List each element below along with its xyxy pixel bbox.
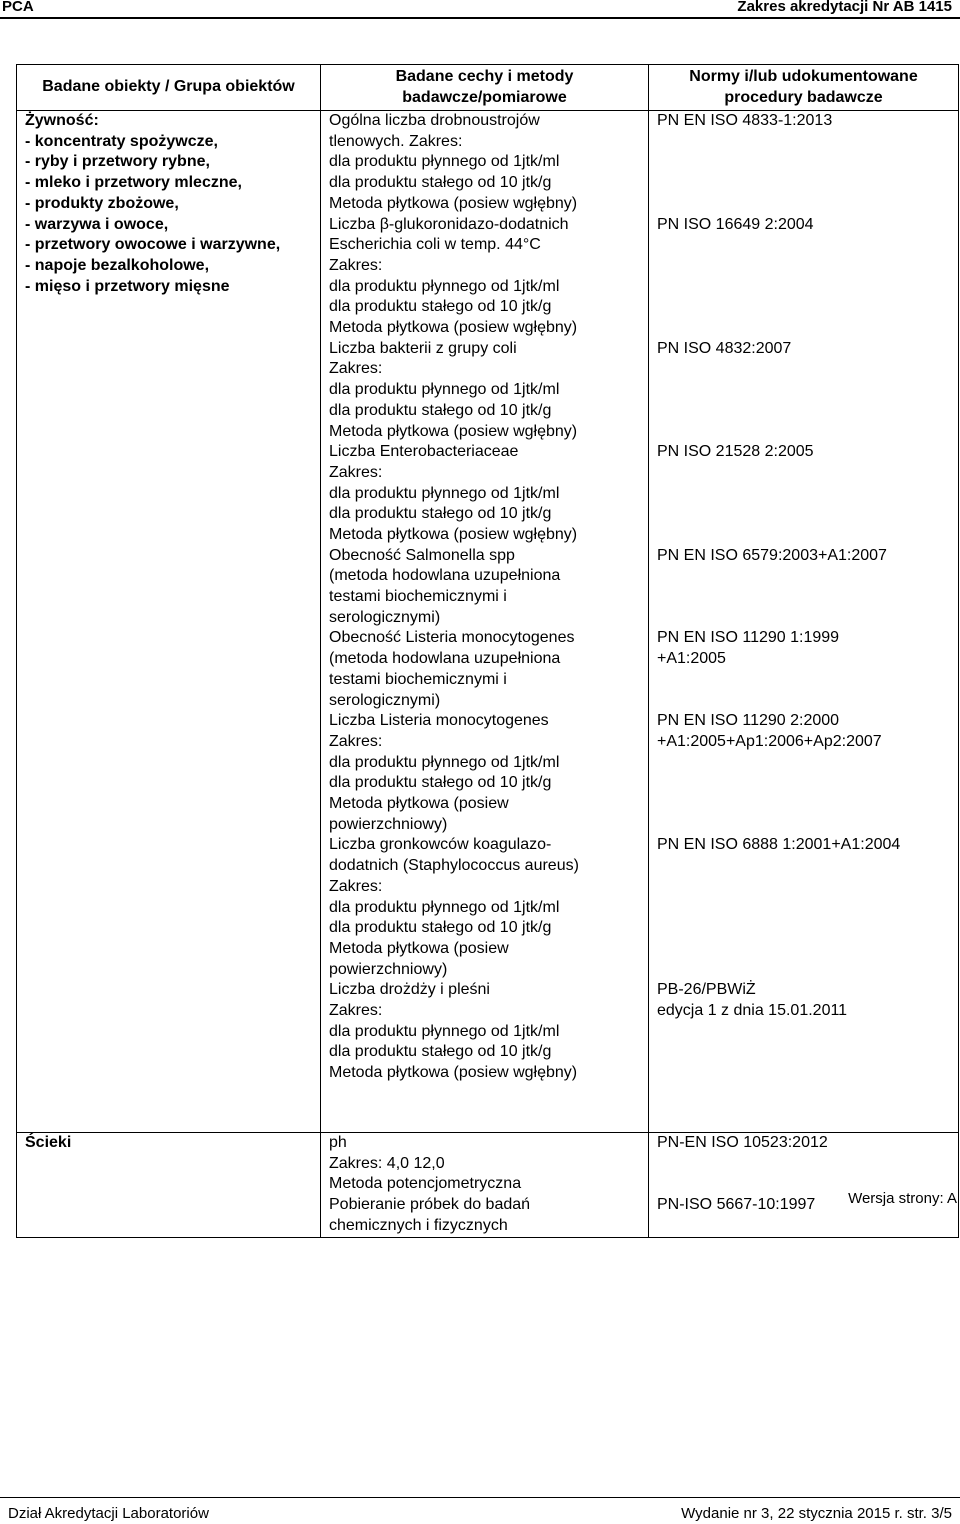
header-left: PCA: [2, 0, 34, 15]
method-line: Metoda płytkowa (posiew wgłębny): [329, 194, 578, 212]
footer-left: Dział Akredytacji Laboratoriów: [8, 1505, 209, 1522]
accreditation-table: [16, 64, 959, 1238]
method-line: Obecność Listeria monocytogenes: [329, 629, 575, 647]
norm-entry: [657, 442, 958, 546]
method-line: Liczba drożdży i pleśni: [329, 981, 490, 999]
column-header-objects: Badane obiekty / Grupa obiektów: [17, 65, 321, 111]
object-line: - przetwory owocowe i warzywne,: [25, 236, 281, 254]
method-line: Metoda płytkowa (posiew wgłębny): [329, 1064, 578, 1082]
method-line: Escherichia coli w temp. 44°C: [329, 236, 541, 254]
method-line: ph: [329, 1134, 347, 1151]
norm-list: [649, 111, 958, 1084]
method-line: Zakres:: [329, 877, 383, 895]
page-version: Wersja strony: A: [848, 1190, 957, 1207]
method-line: dla produktu płynnego od 1jtk/ml: [329, 277, 560, 295]
norm-entry: [657, 1133, 958, 1195]
method-line: dla produktu stałego od 10 jtk/g: [329, 401, 552, 419]
method-line: Zakres:: [329, 1002, 383, 1020]
norm-entry: [657, 835, 958, 980]
cell-methods-wastewater: [321, 1133, 649, 1238]
norm-line: PN ISO 16649 2:2004: [657, 215, 814, 233]
method-entry: [329, 628, 648, 711]
method-line: Liczba Listeria monocytogenes: [329, 712, 549, 730]
cell-norms-wastewater: [649, 1133, 959, 1238]
object-line: - warzywa i owoce,: [25, 215, 169, 233]
method-entry: [329, 1133, 648, 1195]
norm-line: +A1:2005+Ap1:2006+Ap2:2007: [657, 732, 882, 750]
method-line: serologicznymi): [329, 608, 441, 626]
footer-divider: [0, 1497, 960, 1498]
norm-line: PN EN ISO 4833-1:2013: [657, 112, 833, 129]
method-line: tlenowych. Zakres:: [329, 132, 463, 150]
norm-line: PN EN ISO 6888 1:2001+A1:2004: [657, 836, 901, 854]
object-list: [17, 1133, 320, 1154]
norm-line: PN-EN ISO 10523:2012: [657, 1134, 828, 1151]
norm-entry: [657, 111, 958, 215]
method-line: Liczba bakterii z grupy coli: [329, 339, 517, 357]
method-line: dla produktu stałego od 10 jtk/g: [329, 505, 552, 523]
method-line: Liczba gronkowców koagulazo-: [329, 836, 552, 854]
method-line: Metoda płytkowa (posiew wgłębny): [329, 526, 578, 543]
object-line: - koncentraty spożywcze,: [25, 132, 218, 150]
method-line: testami biochemicznymi i: [329, 588, 507, 606]
method-line: dla produktu stałego od 10 jtk/g: [329, 298, 552, 316]
method-line: dla produktu płynnego od 1jtk/ml: [329, 753, 560, 771]
norm-entry: [657, 339, 958, 443]
method-line: (metoda hodowlana uzupełniona: [329, 650, 561, 668]
object-list: [17, 111, 320, 297]
method-line: Metoda płytkowa (posiew: [329, 795, 509, 813]
column-header-norms: Normy i/lub udokumentowane procedury badawcze: [649, 65, 959, 111]
norm-line: +A1:2005: [657, 650, 726, 668]
norm-line: PN EN ISO 11290 2:2000: [657, 712, 840, 730]
object-line: Żywność:: [25, 112, 99, 129]
norm-line: edycja 1 z dnia 15.01.2011: [657, 1002, 848, 1020]
method-list: [321, 1133, 648, 1236]
norm-entry: [657, 711, 958, 835]
table-header-row: [17, 65, 959, 111]
method-line: Obecność Salmonella spp: [329, 546, 515, 564]
norm-line: PN EN ISO 6579:2003+A1:2007: [657, 546, 887, 564]
method-entry: [329, 980, 648, 1084]
method-line: Zakres:: [329, 463, 383, 481]
method-line: Pobieranie próbek do badań: [329, 1196, 531, 1214]
method-line: Ogólna liczba drobnoustrojów: [329, 112, 540, 129]
method-line: dla produktu stałego od 10 jtk/g: [329, 774, 552, 792]
method-line: Zakres:: [329, 732, 383, 750]
method-line: testami biochemicznymi i: [329, 670, 507, 688]
method-line: Zakres:: [329, 360, 383, 378]
cell-objects-food: [17, 111, 321, 1133]
norm-entry: [657, 628, 958, 711]
method-line: Metoda płytkowa (posiew: [329, 939, 509, 957]
method-line: Liczba β-glukoronidazo-dodatnich: [329, 215, 569, 233]
method-list: [321, 111, 648, 1084]
norm-line: PN ISO 21528 2:2005: [657, 443, 814, 461]
method-line: serologicznymi): [329, 691, 441, 709]
norm-list: [649, 1133, 958, 1236]
method-entry: [329, 442, 648, 546]
method-line: powierzchniowy): [329, 815, 448, 833]
method-line: dla produktu płynnego od 1jtk/ml: [329, 381, 560, 399]
object-line: - napoje bezalkoholowe,: [25, 256, 210, 274]
norm-entry: [657, 215, 958, 339]
norm-entry: [657, 546, 958, 629]
method-line: Metoda płytkowa (posiew wgłębny): [329, 319, 578, 337]
method-line: Metoda płytkowa (posiew wgłębny): [329, 422, 578, 440]
page-header: [0, 0, 960, 19]
method-line: dla produktu stałego od 10 jtk/g: [329, 1043, 552, 1061]
method-entry: [329, 1195, 648, 1236]
method-line: (metoda hodowlana uzupełniona: [329, 567, 561, 585]
norm-entry: [657, 980, 958, 1084]
method-entry: [329, 835, 648, 980]
method-line: dodatnich (Staphylococcus aureus): [329, 857, 579, 875]
cell-objects-wastewater: [17, 1133, 321, 1238]
norm-line: PN EN ISO 11290 1:1999: [657, 629, 840, 647]
method-line: dla produktu płynnego od 1jtk/ml: [329, 153, 560, 171]
norm-line: PB-26/PBWiŻ: [657, 981, 756, 999]
method-line: dla produktu płynnego od 1jtk/ml: [329, 484, 560, 502]
method-entry: [329, 711, 648, 835]
method-line: dla produktu płynnego od 1jtk/ml: [329, 898, 560, 916]
column-header-methods: Badane cechy i metody badawcze/pomiarowe: [321, 65, 649, 111]
object-line: - produkty zbożowe,: [25, 194, 179, 212]
method-line: Metoda potencjometryczna: [329, 1175, 522, 1193]
object-line: - ryby i przetwory rybne,: [25, 153, 210, 171]
footer-right: Wydanie nr 3, 22 stycznia 2015 r. str. 3/5: [681, 1505, 952, 1522]
method-line: Zakres: 4,0 12,0: [329, 1154, 445, 1172]
method-entry: [329, 339, 648, 443]
table-row-food: [17, 111, 959, 1133]
table-row-wastewater: [17, 1133, 959, 1238]
norm-line: PN-ISO 5667-10:1997: [657, 1196, 816, 1214]
method-line: dla produktu stałego od 10 jtk/g: [329, 919, 552, 937]
method-line: Zakres:: [329, 256, 383, 274]
method-line: chemicznych i fizycznych: [329, 1216, 508, 1234]
method-line: powierzchniowy): [329, 960, 448, 978]
object-line: Ścieki: [25, 1134, 72, 1151]
object-line: - mleko i przetwory mleczne,: [25, 174, 242, 192]
method-entry: [329, 215, 648, 339]
method-line: dla produktu stałego od 10 jtk/g: [329, 174, 552, 192]
cell-methods-food: [321, 111, 649, 1133]
cell-norms-food: [649, 111, 959, 1133]
norm-line: PN ISO 4832:2007: [657, 339, 792, 357]
header-right: Zakres akredytacji Nr AB 1415: [737, 0, 952, 15]
method-entry: [329, 111, 648, 215]
method-line: Liczba Enterobacteriaceae: [329, 443, 519, 461]
method-entry: [329, 546, 648, 629]
method-line: dla produktu płynnego od 1jtk/ml: [329, 1022, 560, 1040]
object-line: - mięso i przetwory mięsne: [25, 277, 230, 295]
